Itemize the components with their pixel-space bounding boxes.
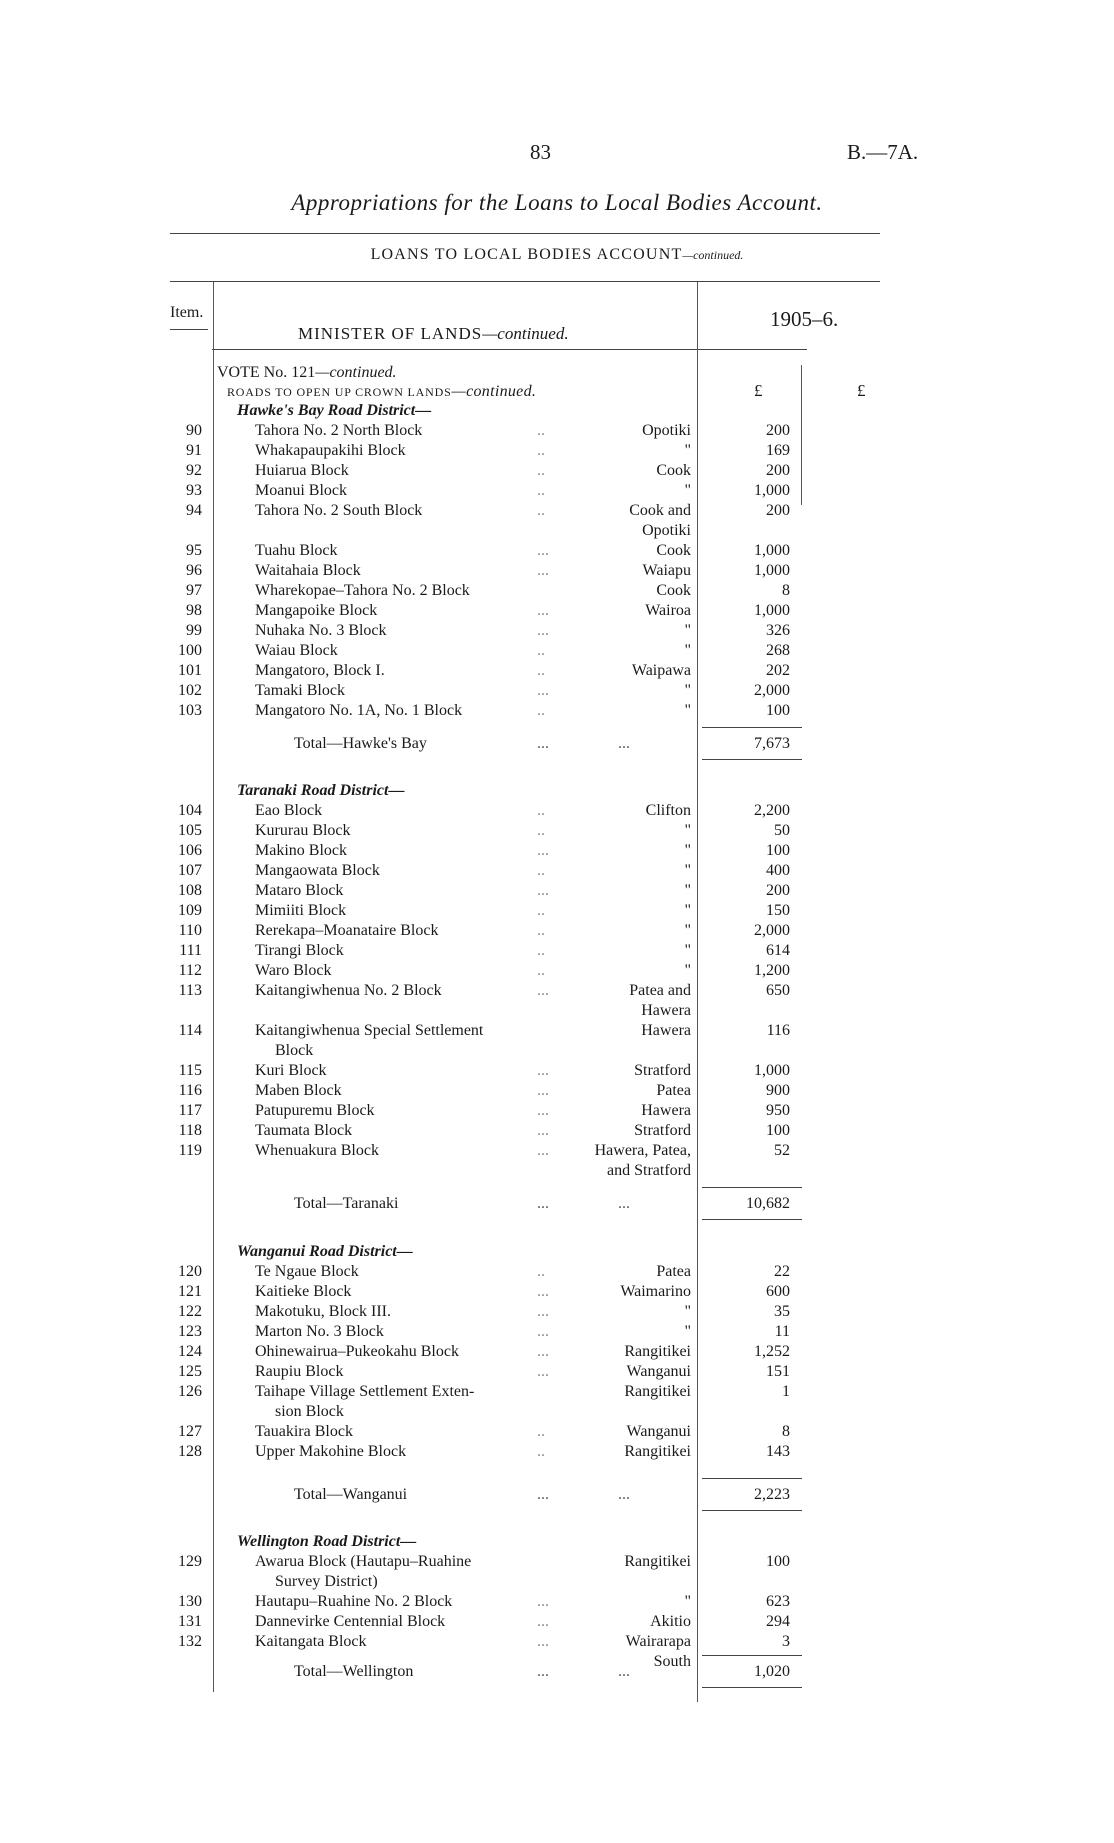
amount: 169 bbox=[766, 442, 790, 459]
district-total-amount: 2,223 bbox=[754, 1486, 790, 1503]
county-name: " bbox=[684, 922, 691, 939]
header-bottom-rule bbox=[212, 349, 807, 350]
leader-dots: ... bbox=[537, 542, 549, 559]
item-number: 98 bbox=[186, 602, 202, 619]
subtotal-rule bbox=[702, 1478, 802, 1479]
county-name: Opotiki bbox=[642, 422, 691, 439]
amount: 950 bbox=[766, 1102, 790, 1119]
district-total-label: Total—Wellington bbox=[294, 1663, 414, 1680]
county-name: Stratford bbox=[634, 1122, 691, 1139]
amount: 1,200 bbox=[754, 962, 790, 979]
amount-column-divider bbox=[801, 365, 802, 505]
county-name: " bbox=[684, 882, 691, 899]
amount: 202 bbox=[766, 662, 790, 679]
amount: 200 bbox=[766, 462, 790, 479]
item-number: 107 bbox=[178, 862, 202, 879]
amount: 1 bbox=[782, 1383, 790, 1400]
leader-dots: ... bbox=[618, 1663, 630, 1680]
item-number: 112 bbox=[178, 962, 202, 979]
item-number: 123 bbox=[178, 1323, 202, 1340]
amount: 3 bbox=[782, 1633, 790, 1650]
header-top-rule bbox=[170, 281, 880, 282]
item-number: 97 bbox=[186, 582, 202, 599]
item-number: 130 bbox=[178, 1593, 202, 1610]
county-name-continued: and Stratford bbox=[607, 1162, 691, 1179]
amount: 151 bbox=[766, 1363, 790, 1380]
county-name: Patea bbox=[656, 1082, 691, 1099]
block-name: Eao Block bbox=[255, 802, 323, 819]
district-heading: Hawke's Bay Road District— bbox=[237, 402, 432, 419]
leader-dots: ... bbox=[537, 1062, 549, 1079]
block-name: Rerekapa–Moanataire Block bbox=[255, 922, 439, 939]
county-name: " bbox=[684, 862, 691, 879]
county-name: " bbox=[684, 482, 691, 499]
county-name: " bbox=[684, 1593, 691, 1610]
block-name: Taumata Block bbox=[255, 1122, 353, 1139]
block-name: Awarua Block (Hautapu–Ruahine bbox=[255, 1553, 472, 1570]
amount: 143 bbox=[766, 1443, 790, 1460]
item-number: 91 bbox=[186, 442, 202, 459]
leader-dots: ... bbox=[537, 1613, 549, 1630]
leader-dots: ... bbox=[537, 1283, 549, 1300]
roads-heading: ROADS TO OPEN UP CROWN LANDS—continued. bbox=[227, 383, 537, 400]
county-name: Cook and bbox=[629, 502, 691, 519]
total-rule bbox=[702, 759, 802, 760]
county-name: Akitio bbox=[650, 1613, 691, 1630]
item-number: 103 bbox=[178, 702, 202, 719]
county-name: Rangitikei bbox=[624, 1343, 691, 1360]
leader-dots: .. bbox=[537, 422, 545, 439]
page-title: Appropriations for the Loans to Local Bodies Account. bbox=[291, 190, 823, 215]
title-rule bbox=[170, 233, 880, 234]
amount: 1,252 bbox=[754, 1343, 790, 1360]
item-number: 118 bbox=[178, 1122, 202, 1139]
block-name: Mimiiti Block bbox=[255, 902, 347, 919]
county-name: " bbox=[684, 842, 691, 859]
item-number: 126 bbox=[178, 1383, 202, 1400]
county-name: " bbox=[684, 682, 691, 699]
leader-dots: .. bbox=[537, 942, 545, 959]
leader-dots: ... bbox=[537, 562, 549, 579]
document-reference: B.—7A. bbox=[847, 140, 919, 164]
block-name: Makino Block bbox=[255, 842, 347, 859]
block-name: Mangapoike Block bbox=[255, 602, 378, 619]
item-number: 117 bbox=[178, 1102, 202, 1119]
item-number: 119 bbox=[178, 1142, 202, 1159]
account-subtitle: LOANS TO LOCAL BODIES ACCOUNT—continued. bbox=[370, 246, 744, 263]
county-name: " bbox=[684, 642, 691, 659]
item-number: 122 bbox=[178, 1303, 202, 1320]
county-name: Waimarino bbox=[620, 1283, 691, 1300]
amount: 2,000 bbox=[754, 682, 790, 699]
county-name: " bbox=[684, 902, 691, 919]
amount: 400 bbox=[766, 862, 790, 879]
leader-dots: .. bbox=[537, 1263, 545, 1280]
district-heading: Wanganui Road District— bbox=[237, 1243, 413, 1260]
item-number: 111 bbox=[179, 942, 202, 959]
block-name: Whenuakura Block bbox=[255, 1142, 379, 1159]
amount: 50 bbox=[774, 822, 790, 839]
item-number: 124 bbox=[178, 1343, 202, 1360]
amount: 8 bbox=[782, 582, 790, 599]
district-total-label: Total—Wanganui bbox=[294, 1486, 408, 1503]
leader-dots: ... bbox=[537, 1303, 549, 1320]
leader-dots: ... bbox=[537, 982, 549, 999]
amount: 35 bbox=[774, 1303, 790, 1320]
pound-sign-column-1: £ bbox=[754, 381, 763, 400]
leader-dots: .. bbox=[537, 642, 545, 659]
amount: 8 bbox=[782, 1423, 790, 1440]
county-name: Hawera bbox=[641, 1102, 691, 1119]
leader-dots: .. bbox=[537, 962, 545, 979]
block-name: Kuri Block bbox=[255, 1062, 327, 1079]
block-name: Waro Block bbox=[255, 962, 332, 979]
amount: 600 bbox=[766, 1283, 790, 1300]
amount: 100 bbox=[766, 842, 790, 859]
item-number: 116 bbox=[178, 1082, 202, 1099]
amount: 200 bbox=[766, 882, 790, 899]
county-name: " bbox=[684, 622, 691, 639]
county-name: Wanganui bbox=[626, 1363, 691, 1380]
block-name: Marton No. 3 Block bbox=[255, 1323, 384, 1340]
district-total-amount: 7,673 bbox=[754, 735, 790, 752]
county-name: Patea and bbox=[629, 982, 691, 999]
block-name: Hautapu–Ruahine No. 2 Block bbox=[255, 1593, 453, 1610]
leader-dots: .. bbox=[537, 922, 545, 939]
location-column-divider bbox=[697, 282, 698, 1702]
amount: 100 bbox=[766, 1553, 790, 1570]
item-number: 113 bbox=[178, 982, 202, 999]
block-name-continued: sion Block bbox=[275, 1403, 344, 1420]
block-name: Kaitangiwhenua No. 2 Block bbox=[255, 982, 442, 999]
amount: 623 bbox=[766, 1593, 790, 1610]
county-name: Cook bbox=[656, 462, 691, 479]
leader-dots: .. bbox=[537, 662, 545, 679]
county-name: Rangitikei bbox=[624, 1553, 691, 1570]
item-number: 105 bbox=[178, 822, 202, 839]
district-total-amount: 1,020 bbox=[754, 1663, 790, 1680]
leader-dots: ... bbox=[537, 1343, 549, 1360]
block-name: Nuhaka No. 3 Block bbox=[255, 622, 387, 639]
amount: 1,000 bbox=[754, 1062, 790, 1079]
leader-dots: ... bbox=[537, 1363, 549, 1380]
county-name-continued: Hawera bbox=[641, 1002, 691, 1019]
county-name: Cook bbox=[656, 582, 691, 599]
block-name: Te Ngaue Block bbox=[255, 1263, 359, 1280]
subtotal-rule bbox=[702, 727, 802, 728]
leader-dots: ... bbox=[537, 1593, 549, 1610]
item-number: 100 bbox=[178, 642, 202, 659]
item-number: 92 bbox=[186, 462, 202, 479]
block-name-continued: Block bbox=[275, 1042, 314, 1059]
amount: 1,000 bbox=[754, 482, 790, 499]
item-number: 102 bbox=[178, 682, 202, 699]
leader-dots: ... bbox=[618, 1486, 630, 1503]
district-total-amount: 10,682 bbox=[746, 1195, 790, 1212]
leader-dots: ... bbox=[537, 1486, 549, 1503]
block-name: Mangaowata Block bbox=[255, 862, 380, 879]
leader-dots: ... bbox=[537, 842, 549, 859]
amount: 326 bbox=[766, 622, 790, 639]
year-column-header: 1905–6. bbox=[770, 307, 839, 331]
item-number: 95 bbox=[186, 542, 202, 559]
leader-dots: ... bbox=[537, 882, 549, 899]
leader-dots: ... bbox=[537, 1195, 549, 1212]
block-name: Tamaki Block bbox=[255, 682, 345, 699]
leader-dots: ... bbox=[537, 1323, 549, 1340]
county-name: Cook bbox=[656, 542, 691, 559]
county-name-continued: South bbox=[653, 1653, 691, 1670]
leader-dots: ... bbox=[537, 602, 549, 619]
amount: 1,000 bbox=[754, 562, 790, 579]
amount: 2,200 bbox=[754, 802, 790, 819]
pound-sign-column-2: £ bbox=[857, 381, 866, 400]
leader-dots: ... bbox=[537, 735, 549, 752]
total-rule bbox=[702, 1687, 802, 1688]
subtotal-rule bbox=[702, 1655, 802, 1656]
item-number: 129 bbox=[178, 1553, 202, 1570]
county-name: Hawera, Patea, bbox=[594, 1142, 691, 1159]
county-name: Wairarapa bbox=[625, 1633, 691, 1650]
amount: 1,000 bbox=[754, 602, 790, 619]
amount: 268 bbox=[766, 642, 790, 659]
block-name: Mataro Block bbox=[255, 882, 344, 899]
item-header-rule bbox=[170, 329, 208, 330]
district-total-label: Total—Hawke's Bay bbox=[294, 735, 427, 752]
item-number: 93 bbox=[186, 482, 202, 499]
amount: 1,000 bbox=[754, 542, 790, 559]
leader-dots: .. bbox=[537, 462, 545, 479]
block-name: Dannevirke Centennial Block bbox=[255, 1613, 446, 1630]
item-number: 110 bbox=[178, 922, 202, 939]
total-rule bbox=[702, 1510, 802, 1511]
county-name: Clifton bbox=[645, 802, 691, 819]
item-number: 90 bbox=[186, 422, 202, 439]
county-name: " bbox=[684, 702, 691, 719]
block-name: Maben Block bbox=[255, 1082, 342, 1099]
county-name: Hawera bbox=[641, 1022, 691, 1039]
county-name: Rangitikei bbox=[624, 1443, 691, 1460]
block-name: Tuahu Block bbox=[255, 542, 338, 559]
county-name: Wairoa bbox=[645, 602, 691, 619]
block-name: Makotuku, Block III. bbox=[255, 1303, 391, 1320]
county-name: " bbox=[684, 1323, 691, 1340]
leader-dots: ... bbox=[537, 1102, 549, 1119]
amount: 200 bbox=[766, 422, 790, 439]
block-name: Whakapaupakihi Block bbox=[255, 442, 406, 459]
page-number: 83 bbox=[530, 140, 551, 164]
amount: 116 bbox=[766, 1022, 790, 1039]
amount: 614 bbox=[766, 942, 790, 959]
item-number: 96 bbox=[186, 562, 202, 579]
item-column-divider bbox=[213, 282, 214, 1692]
item-number: 106 bbox=[178, 842, 202, 859]
leader-dots: ... bbox=[537, 682, 549, 699]
block-name: Kaitieke Block bbox=[255, 1283, 352, 1300]
vote-label: VOTE No. 121—continued. bbox=[217, 364, 397, 381]
amount: 900 bbox=[766, 1082, 790, 1099]
block-name: Wharekopae–Tahora No. 2 Block bbox=[255, 582, 470, 599]
block-name: Mangatoro No. 1A, No. 1 Block bbox=[255, 702, 463, 719]
amount: 52 bbox=[774, 1142, 790, 1159]
block-name: Kaitangiwhenua Special Settlement bbox=[255, 1022, 484, 1039]
leader-dots: .. bbox=[537, 482, 545, 499]
item-number: 132 bbox=[178, 1633, 202, 1650]
amount: 150 bbox=[766, 902, 790, 919]
block-name: Raupiu Block bbox=[255, 1363, 344, 1380]
block-name: Tauakira Block bbox=[255, 1423, 353, 1440]
item-number: 108 bbox=[178, 882, 202, 899]
leader-dots: ... bbox=[537, 622, 549, 639]
block-name: Mangatoro, Block I. bbox=[255, 662, 385, 679]
item-number: 101 bbox=[178, 662, 202, 679]
total-rule bbox=[702, 1219, 802, 1220]
block-name: Waiau Block bbox=[255, 642, 338, 659]
subtotal-rule bbox=[702, 1187, 802, 1188]
county-name: " bbox=[684, 962, 691, 979]
minister-column-header: MINISTER OF LANDS—continued. bbox=[298, 324, 569, 343]
leader-dots: ... bbox=[537, 1122, 549, 1139]
item-number: 109 bbox=[178, 902, 202, 919]
block-name: Patupuremu Block bbox=[255, 1102, 375, 1119]
block-name: Huiarua Block bbox=[255, 462, 349, 479]
amount: 100 bbox=[766, 702, 790, 719]
county-name: Waiapu bbox=[642, 562, 691, 579]
leader-dots: ... bbox=[618, 1195, 630, 1212]
leader-dots: ... bbox=[537, 1142, 549, 1159]
amount: 100 bbox=[766, 1122, 790, 1139]
amount: 2,000 bbox=[754, 922, 790, 939]
block-name: Tahora No. 2 South Block bbox=[255, 502, 423, 519]
county-name: Rangitikei bbox=[624, 1383, 691, 1400]
item-number: 127 bbox=[178, 1423, 202, 1440]
block-name: Kaitangata Block bbox=[255, 1633, 367, 1650]
leader-dots: .. bbox=[537, 862, 545, 879]
item-number: 114 bbox=[178, 1022, 202, 1039]
item-number: 121 bbox=[178, 1283, 202, 1300]
item-number: 131 bbox=[178, 1613, 202, 1630]
leader-dots: .. bbox=[537, 702, 545, 719]
county-name: " bbox=[684, 1303, 691, 1320]
amount: 200 bbox=[766, 502, 790, 519]
county-name: Wanganui bbox=[626, 1423, 691, 1440]
district-heading: Wellington Road District— bbox=[237, 1533, 417, 1550]
block-name: Kururau Block bbox=[255, 822, 351, 839]
item-number: 128 bbox=[178, 1443, 202, 1460]
county-name: Patea bbox=[656, 1263, 691, 1280]
leader-dots: .. bbox=[537, 802, 545, 819]
county-name-continued: Opotiki bbox=[642, 522, 691, 539]
leader-dots: ... bbox=[618, 735, 630, 752]
block-name: Ohinewairua–Pukeokahu Block bbox=[255, 1343, 459, 1360]
leader-dots: .. bbox=[537, 902, 545, 919]
county-name: " bbox=[684, 442, 691, 459]
district-total-label: Total—Taranaki bbox=[294, 1195, 399, 1212]
item-number: 120 bbox=[178, 1263, 202, 1280]
amount: 22 bbox=[774, 1263, 790, 1280]
block-name: Tahora No. 2 North Block bbox=[255, 422, 423, 439]
leader-dots: .. bbox=[537, 1423, 545, 1440]
block-name: Upper Makohine Block bbox=[255, 1443, 407, 1460]
leader-dots: .. bbox=[537, 502, 545, 519]
block-name: Waitahaia Block bbox=[255, 562, 361, 579]
leader-dots: .. bbox=[537, 822, 545, 839]
item-number: 99 bbox=[186, 622, 202, 639]
leader-dots: ... bbox=[537, 1082, 549, 1099]
county-name: " bbox=[684, 822, 691, 839]
item-number: 104 bbox=[178, 802, 202, 819]
district-heading: Taranaki Road District— bbox=[237, 782, 405, 799]
leader-dots: .. bbox=[537, 442, 545, 459]
block-name: Tirangi Block bbox=[255, 942, 344, 959]
block-name-continued: Survey District) bbox=[275, 1573, 378, 1590]
leader-dots: ... bbox=[537, 1633, 549, 1650]
item-column-header: Item. bbox=[170, 304, 204, 321]
item-number: 115 bbox=[178, 1062, 202, 1079]
item-number: 125 bbox=[178, 1363, 202, 1380]
leader-dots: ... bbox=[537, 1663, 549, 1680]
item-number: 94 bbox=[186, 502, 202, 519]
amount: 650 bbox=[766, 982, 790, 999]
county-name: " bbox=[684, 942, 691, 959]
block-name: Taihape Village Settlement Exten- bbox=[255, 1383, 475, 1400]
block-name: Moanui Block bbox=[255, 482, 347, 499]
leader-dots: .. bbox=[537, 1443, 545, 1460]
amount: 11 bbox=[774, 1323, 790, 1340]
amount: 294 bbox=[766, 1613, 790, 1630]
county-name: Waipawa bbox=[631, 662, 691, 679]
county-name: Stratford bbox=[634, 1062, 691, 1079]
